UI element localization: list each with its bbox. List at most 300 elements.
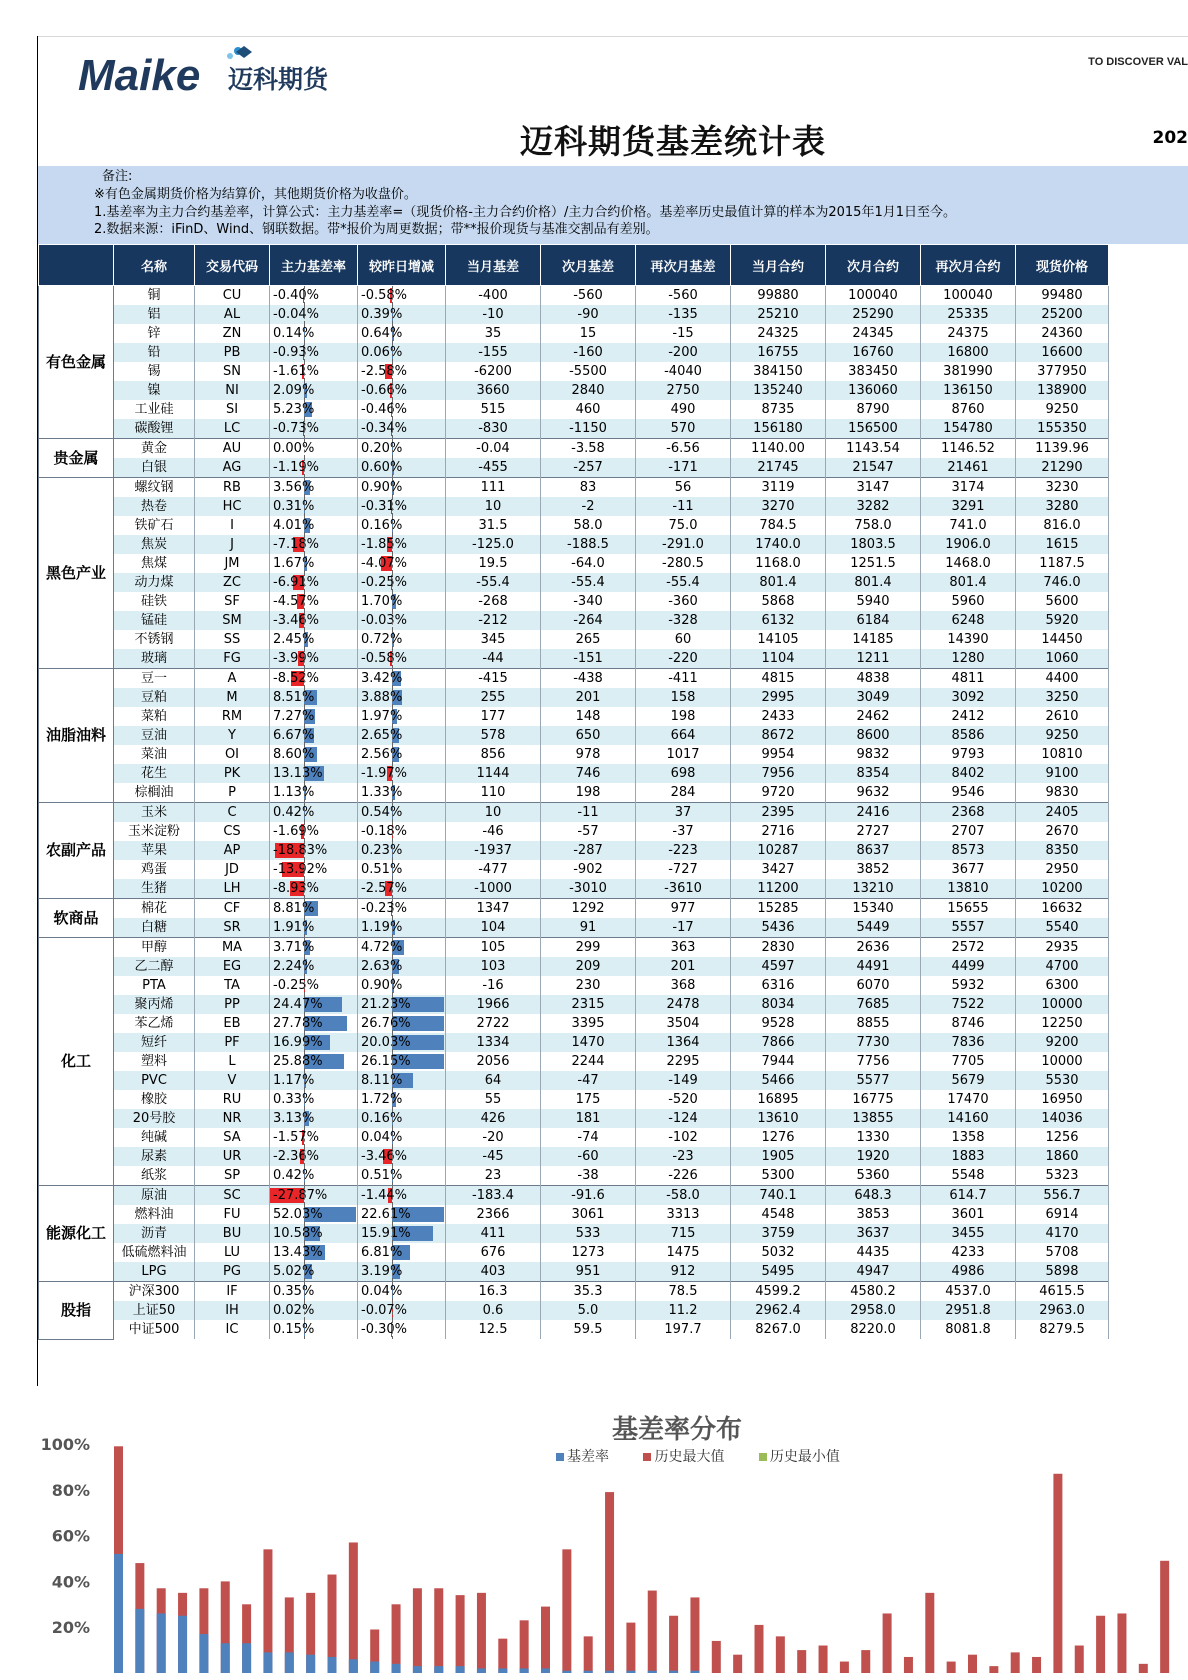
cur-contract-cell: 24325 [731, 324, 826, 343]
cell-value: -6.91% [273, 575, 319, 590]
name-cell: PTA [114, 976, 195, 995]
cell-value: -18.83% [273, 843, 328, 858]
cell-value: 0.16% [361, 518, 403, 533]
bar-basis [669, 1671, 678, 1673]
cur-basis-cell: 10 [446, 803, 541, 823]
next2-contract-cell: 8746 [921, 1014, 1016, 1033]
next-basis-cell: -2 [541, 497, 636, 516]
cur-basis-cell: -1937 [446, 841, 541, 860]
header-col-2: 交易代码 [195, 245, 270, 286]
header-col-1: 名称 [114, 245, 195, 286]
cur-basis-cell: 111 [446, 478, 541, 498]
next-contract-cell: 2462 [826, 707, 921, 726]
bar-basis [306, 1655, 315, 1673]
daily-change-cell [358, 1071, 446, 1090]
code-cell: IF [195, 1282, 270, 1302]
cell-value: -0.30% [361, 1322, 407, 1337]
next2-contract-cell: 14160 [921, 1109, 1016, 1128]
next-contract-cell: 8220.0 [826, 1320, 921, 1339]
next2-contract-cell: 6248 [921, 611, 1016, 630]
table-header-row [39, 245, 1109, 286]
bar-max [434, 1588, 443, 1673]
bar-max [413, 1588, 422, 1673]
category-cell: 能源化工 [39, 1186, 114, 1282]
next2-basis-cell: -560 [636, 286, 731, 306]
spot-price-cell: 377950 [1016, 362, 1109, 381]
basis-rate-cell [270, 554, 358, 573]
daily-change-cell [358, 592, 446, 611]
next-basis-cell: -55.4 [541, 573, 636, 592]
cell-value: 2.65% [361, 728, 403, 743]
bar-max [883, 1613, 892, 1673]
notes-line-1: ※有色金属期货价格为结算价，其他期货价格为收盘价。 [94, 187, 417, 202]
cur-contract-cell: 7866 [731, 1033, 826, 1052]
daily-change-cell [358, 822, 446, 841]
next2-contract-cell: 1280 [921, 649, 1016, 669]
next-basis-cell: -91.6 [541, 1186, 636, 1206]
basis-distribution-chart [38, 1388, 1188, 1680]
spot-price-cell: 4170 [1016, 1224, 1109, 1243]
code-cell: ZC [195, 573, 270, 592]
name-cell: 热卷 [114, 497, 195, 516]
cell-value: 0.90% [361, 480, 403, 495]
table-row [39, 554, 1109, 573]
name-cell: 纯碱 [114, 1128, 195, 1147]
next2-contract-cell: 1358 [921, 1128, 1016, 1147]
next-contract-cell: 3853 [826, 1205, 921, 1224]
next2-contract-cell: 1906.0 [921, 535, 1016, 554]
next-contract-cell: 8790 [826, 400, 921, 419]
basis-rate-cell [270, 764, 358, 783]
next2-contract-cell: 13810 [921, 879, 1016, 899]
table-row [39, 381, 1109, 400]
header-col-4: 较昨日增减 [358, 245, 446, 286]
next-contract-cell: 2958.0 [826, 1301, 921, 1320]
name-cell: 花生 [114, 764, 195, 783]
next-contract-cell: 6070 [826, 976, 921, 995]
cell-value: -0.66% [361, 383, 407, 398]
name-cell: 尿素 [114, 1147, 195, 1166]
bar-basis [456, 1666, 465, 1673]
table-row [39, 611, 1109, 630]
spot-price-cell: 5898 [1016, 1262, 1109, 1282]
name-cell: 鸡蛋 [114, 860, 195, 879]
next-contract-cell: 4947 [826, 1262, 921, 1282]
cur-contract-cell: 11200 [731, 879, 826, 899]
basis-rate-cell [270, 918, 358, 938]
next2-contract-cell: 100040 [921, 286, 1016, 306]
next2-basis-cell: -6.56 [636, 439, 731, 459]
cur-contract-cell: 740.1 [731, 1186, 826, 1206]
basis-rate-cell [270, 419, 358, 439]
bar-max [1160, 1561, 1169, 1673]
basis-table [38, 244, 1109, 1340]
next-basis-cell: 533 [541, 1224, 636, 1243]
bar-max [605, 1492, 614, 1673]
cur-contract-cell: 4815 [731, 669, 826, 689]
cur-contract-cell: 6316 [731, 976, 826, 995]
table-row [39, 1090, 1109, 1109]
daily-change-cell [358, 879, 446, 899]
next-basis-cell: -74 [541, 1128, 636, 1147]
code-cell: RB [195, 478, 270, 498]
table-row [39, 362, 1109, 381]
cell-value: 13.13% [273, 766, 323, 781]
bar-basis [349, 1659, 358, 1673]
cur-contract-cell: 2395 [731, 803, 826, 823]
bar-basis [605, 1671, 614, 1673]
name-cell: 铁矿石 [114, 516, 195, 535]
daily-change-cell [358, 478, 446, 498]
cell-value: -0.58% [361, 288, 407, 303]
next-contract-cell: 1251.5 [826, 554, 921, 573]
daily-change-cell [358, 1128, 446, 1147]
daily-change-cell [358, 957, 446, 976]
bar-max [626, 1623, 635, 1673]
code-cell: FU [195, 1205, 270, 1224]
next2-contract-cell: 2412 [921, 707, 1016, 726]
spot-price-cell: 5323 [1016, 1166, 1109, 1186]
spot-price-cell: 2610 [1016, 707, 1109, 726]
next-contract-cell: 5940 [826, 592, 921, 611]
daily-change-cell [358, 1320, 446, 1339]
cur-contract-cell: 8735 [731, 400, 826, 419]
name-cell: 黄金 [114, 439, 195, 459]
next-basis-cell: -60 [541, 1147, 636, 1166]
name-cell: 中证500 [114, 1320, 195, 1339]
bar-basis [328, 1657, 337, 1673]
cur-basis-cell: -16 [446, 976, 541, 995]
cell-value: 21.23% [361, 997, 411, 1012]
basis-rate-cell [270, 1205, 358, 1224]
table-row [39, 1243, 1109, 1262]
next-basis-cell: -438 [541, 669, 636, 689]
next-basis-cell: 198 [541, 783, 636, 803]
code-cell: C [195, 803, 270, 823]
code-cell: NI [195, 381, 270, 400]
cell-value: 3.13% [273, 1111, 315, 1126]
cur-basis-cell: -44 [446, 649, 541, 669]
name-cell: 棉花 [114, 899, 195, 919]
name-cell: 玉米 [114, 803, 195, 823]
cell-value: 1.91% [273, 920, 315, 935]
next2-basis-cell: -520 [636, 1090, 731, 1109]
table-row [39, 1128, 1109, 1147]
next2-basis-cell: 664 [636, 726, 731, 745]
basis-rate-cell [270, 458, 358, 478]
next2-contract-cell: 21461 [921, 458, 1016, 478]
cur-basis-cell: 16.3 [446, 1282, 541, 1302]
bar-max [648, 1591, 657, 1673]
next2-basis-cell: -411 [636, 669, 731, 689]
cell-value: 0.51% [361, 862, 403, 877]
table-row [39, 1205, 1109, 1224]
next2-basis-cell: -226 [636, 1166, 731, 1186]
table-row [39, 1262, 1109, 1282]
cell-value: -7.18% [273, 537, 319, 552]
next2-basis-cell: -328 [636, 611, 731, 630]
name-cell: 锌 [114, 324, 195, 343]
legend-min: 历史最小值 [759, 1449, 840, 1465]
basis-rate-cell [270, 439, 358, 459]
table-row [39, 516, 1109, 535]
next2-contract-cell: 741.0 [921, 516, 1016, 535]
next-basis-cell: 2244 [541, 1052, 636, 1071]
y-tick-label: 40% [51, 1572, 90, 1592]
basis-rate-cell [270, 957, 358, 976]
basis-rate-cell [270, 1243, 358, 1262]
table-row [39, 1166, 1109, 1186]
name-cell: 白银 [114, 458, 195, 478]
cur-basis-cell: 856 [446, 745, 541, 764]
next2-basis-cell: 977 [636, 899, 731, 919]
daily-change-cell [358, 1243, 446, 1262]
cell-value: 3.71% [273, 940, 315, 955]
table-row [39, 630, 1109, 649]
next2-basis-cell: 912 [636, 1262, 731, 1282]
spot-price-cell: 8350 [1016, 841, 1109, 860]
cell-value: 0.42% [273, 805, 315, 820]
cur-basis-cell: -830 [446, 419, 541, 439]
next2-basis-cell: 11.2 [636, 1301, 731, 1320]
next-contract-cell: 24345 [826, 324, 921, 343]
name-cell: 不锈钢 [114, 630, 195, 649]
bar-basis [135, 1609, 144, 1673]
cell-value: 52.03% [273, 1207, 323, 1222]
category-cell: 贵金属 [39, 439, 114, 478]
daily-change-cell [358, 1262, 446, 1282]
spot-price-cell: 24360 [1016, 324, 1109, 343]
cell-value: 2.24% [273, 959, 315, 974]
table-row [39, 995, 1109, 1014]
cell-value: -0.34% [361, 421, 407, 436]
daily-change-cell [358, 1109, 446, 1128]
code-cell: JD [195, 860, 270, 879]
cell-value: 2.56% [361, 747, 403, 762]
next2-basis-cell: 198 [636, 707, 731, 726]
next-contract-cell: 3147 [826, 478, 921, 498]
name-cell: 沥青 [114, 1224, 195, 1243]
basis-rate-cell [270, 1109, 358, 1128]
bar-max [1053, 1474, 1062, 1673]
next-contract-cell: 13210 [826, 879, 921, 899]
spot-price-cell: 10000 [1016, 995, 1109, 1014]
bar-basis [520, 1668, 529, 1673]
next-contract-cell: 8637 [826, 841, 921, 860]
table-row [39, 324, 1109, 343]
code-cell: AU [195, 439, 270, 459]
cell-value: 0.00% [273, 441, 315, 456]
cell-value: 0.33% [273, 1092, 315, 1107]
notes-panel [38, 166, 1188, 244]
basis-rate-cell [270, 343, 358, 362]
next-basis-cell: 299 [541, 938, 636, 958]
next2-basis-cell: -58.0 [636, 1186, 731, 1206]
cell-value: 1.70% [361, 594, 403, 609]
spot-price-cell: 5540 [1016, 918, 1109, 938]
daily-change-cell [358, 726, 446, 745]
next2-contract-cell: 15655 [921, 899, 1016, 919]
cell-value: 3.88% [361, 690, 403, 705]
cur-basis-cell: 2056 [446, 1052, 541, 1071]
next2-contract-cell: 9793 [921, 745, 1016, 764]
daily-change-cell [358, 1224, 446, 1243]
next2-basis-cell: 37 [636, 803, 731, 823]
daily-change-cell [358, 1301, 446, 1320]
cell-value: 0.14% [273, 326, 315, 341]
next-contract-cell: 8600 [826, 726, 921, 745]
daily-change-cell [358, 745, 446, 764]
name-cell: 短纤 [114, 1033, 195, 1052]
next2-contract-cell: 1468.0 [921, 554, 1016, 573]
spot-price-cell: 2950 [1016, 860, 1109, 879]
next2-basis-cell: 56 [636, 478, 731, 498]
cur-contract-cell: 21745 [731, 458, 826, 478]
next-contract-cell: 2636 [826, 938, 921, 958]
next2-contract-cell: 1146.52 [921, 439, 1016, 459]
next2-contract-cell: 3455 [921, 1224, 1016, 1243]
cur-contract-cell: 25210 [731, 305, 826, 324]
category-cell: 黑色产业 [39, 478, 114, 669]
next2-contract-cell: 614.7 [921, 1186, 1016, 1206]
code-cell: M [195, 688, 270, 707]
cell-value: -2.58% [361, 364, 407, 379]
next2-basis-cell: 3504 [636, 1014, 731, 1033]
next-contract-cell: 1803.5 [826, 535, 921, 554]
cur-contract-cell: 7956 [731, 764, 826, 783]
next2-basis-cell: 715 [636, 1224, 731, 1243]
cur-contract-cell: 3270 [731, 497, 826, 516]
cell-value: 0.04% [361, 1130, 403, 1145]
table-row [39, 305, 1109, 324]
table-row [39, 764, 1109, 783]
cell-value: -3.46% [273, 613, 319, 628]
next-basis-cell: 265 [541, 630, 636, 649]
notes-line-3: 2.数据来源：iFinD、Wind、钢联数据。带*报价为周更数据；带**报价现货与基准交割品有差别。 [94, 222, 659, 237]
table-row [39, 899, 1109, 919]
next-basis-cell: -5500 [541, 362, 636, 381]
code-cell: JM [195, 554, 270, 573]
header-col-9: 次月合约 [826, 245, 921, 286]
cell-value: 13.43% [273, 1245, 323, 1260]
spot-price-cell: 2963.0 [1016, 1301, 1109, 1320]
code-cell: PB [195, 343, 270, 362]
basis-rate-cell [270, 899, 358, 919]
basis-rate-cell [270, 707, 358, 726]
next2-basis-cell: 363 [636, 938, 731, 958]
next2-basis-cell: 490 [636, 400, 731, 419]
next2-contract-cell: 4537.0 [921, 1282, 1016, 1302]
spot-price-cell: 9100 [1016, 764, 1109, 783]
cur-basis-cell: -477 [446, 860, 541, 879]
name-cell: 苹果 [114, 841, 195, 860]
cur-contract-cell: 15285 [731, 899, 826, 919]
cell-value: -1.61% [273, 364, 319, 379]
cell-value: 3.19% [361, 1264, 403, 1279]
code-cell: AP [195, 841, 270, 860]
next-contract-cell: 1211 [826, 649, 921, 669]
cur-basis-cell: -212 [446, 611, 541, 630]
bar-max [520, 1620, 529, 1673]
bar-max [861, 1650, 870, 1673]
cur-basis-cell: -10 [446, 305, 541, 324]
next-contract-cell: 21547 [826, 458, 921, 478]
daily-change-cell [358, 554, 446, 573]
logo-cn: 迈科期货 [228, 65, 329, 94]
next-contract-cell: 13855 [826, 1109, 921, 1128]
bar-max [669, 1616, 678, 1673]
cur-contract-cell: 3427 [731, 860, 826, 879]
spot-price-cell: 9200 [1016, 1033, 1109, 1052]
category-cell: 软商品 [39, 899, 114, 938]
spot-price-cell: 4615.5 [1016, 1282, 1109, 1302]
next-contract-cell: 3049 [826, 688, 921, 707]
cur-basis-cell: -6200 [446, 362, 541, 381]
next-basis-cell: 2840 [541, 381, 636, 400]
table-row [39, 478, 1109, 498]
basis-rate-cell [270, 381, 358, 400]
bar-basis [370, 1662, 379, 1673]
bar-max [1139, 1664, 1148, 1673]
next2-contract-cell: 3092 [921, 688, 1016, 707]
cur-basis-cell: 23 [446, 1166, 541, 1186]
cur-basis-cell: 426 [446, 1109, 541, 1128]
table-row [39, 957, 1109, 976]
next-contract-cell: 5577 [826, 1071, 921, 1090]
cell-value: 0.04% [361, 1284, 403, 1299]
next2-basis-cell: -200 [636, 343, 731, 362]
category-cell: 有色金属 [39, 286, 114, 439]
next-basis-cell: -1150 [541, 419, 636, 439]
next2-basis-cell: -17 [636, 918, 731, 938]
daily-change-cell [358, 439, 446, 459]
next2-basis-cell: -223 [636, 841, 731, 860]
table-row [39, 976, 1109, 995]
next2-contract-cell: 16800 [921, 343, 1016, 362]
basis-rate-cell [270, 1147, 358, 1166]
bar-max [712, 1641, 721, 1673]
cell-value: -1.85% [361, 537, 407, 552]
next-contract-cell: 383450 [826, 362, 921, 381]
next-basis-cell: 3395 [541, 1014, 636, 1033]
code-cell: Y [195, 726, 270, 745]
cell-value: 0.31% [273, 499, 315, 514]
next2-contract-cell: 7522 [921, 995, 1016, 1014]
bar-basis [199, 1634, 208, 1673]
bar-basis [648, 1671, 657, 1673]
daily-change-cell [358, 649, 446, 669]
next2-contract-cell: 17470 [921, 1090, 1016, 1109]
next2-contract-cell: 8760 [921, 400, 1016, 419]
spot-price-cell: 5708 [1016, 1243, 1109, 1262]
code-cell: OI [195, 745, 270, 764]
table-row [39, 822, 1109, 841]
notes-title: 备注: [102, 169, 133, 184]
name-cell: PVC [114, 1071, 195, 1090]
next-basis-cell: -11 [541, 803, 636, 823]
cur-contract-cell: 8672 [731, 726, 826, 745]
basis-rate-cell [270, 841, 358, 860]
bar-max [925, 1593, 934, 1673]
name-cell: 锡 [114, 362, 195, 381]
category-cell: 股指 [39, 1282, 114, 1340]
next-basis-cell: 951 [541, 1262, 636, 1282]
spot-price-cell: 10200 [1016, 879, 1109, 899]
cur-contract-cell: 4599.2 [731, 1282, 826, 1302]
code-cell: V [195, 1071, 270, 1090]
name-cell: 聚丙烯 [114, 995, 195, 1014]
cell-value: -1.97% [361, 766, 407, 781]
